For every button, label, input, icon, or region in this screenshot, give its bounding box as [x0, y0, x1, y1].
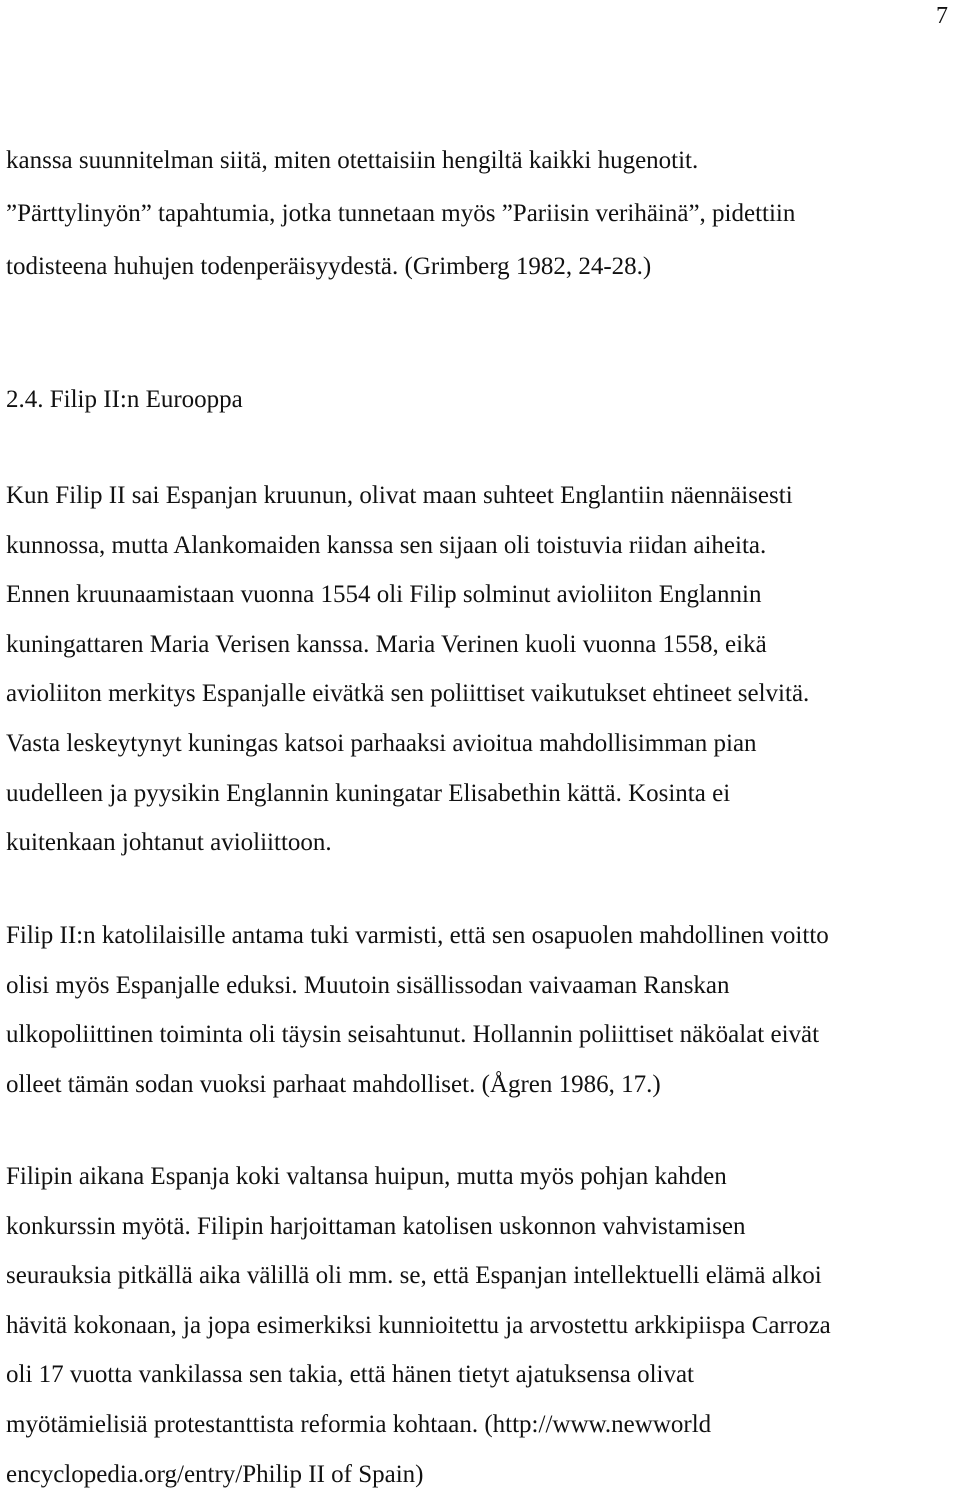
paragraph-line: hävitä kokonaan, ja jopa esimerkiksi kunnioitettu ja arvostettu arkkipiispa Carroza: [6, 1311, 831, 1339]
paragraph-line: kanssa suunnitelman siitä, miten otettaisiin hengiltä kaikki hugenotit.: [6, 147, 699, 174]
paragraph-line: Ennen kruunaamistaan vuonna 1554 oli Filip solminut avioliiton Englannin: [6, 581, 762, 609]
paragraph-line: olleet tämän sodan vuoksi parhaat mahdolliset. (Ågren 1986, 17.): [6, 1070, 661, 1098]
paragraph-line: todisteena huhujen todenperäisyydestä. (Grimberg 1982, 24-28.): [6, 253, 652, 280]
paragraph-line: konkurssin myötä. Filipin harjoittaman katolisen uskonnon vahvistamisen: [6, 1212, 746, 1240]
paragraph-line: kuningattaren Maria Verisen kanssa. Maria Verinen kuoli vuonna 1558, eikä: [6, 630, 767, 658]
paragraph-line: avioliiton merkitys Espanjalle eivätkä sen poliittiset vaikutukset ehtineet selvitä.: [6, 680, 810, 708]
paragraph-line: Vasta leskeytynyt kuningas katsoi parhaaksi avioitua mahdollisimman pian: [6, 729, 757, 757]
paragraph-line: olisi myös Espanjalle eduksi. Muutoin sisällissodan vaivaaman Ranskan: [6, 971, 730, 999]
paragraph-line: uudelleen ja pyysikin Englannin kuningatar Elisabethin kättä. Kosinta ei: [6, 779, 731, 807]
paragraph-line: Filip II:n katolilaisille antama tuki varmisti, että sen osapuolen mahdollinen voitto: [6, 922, 829, 949]
page-number: 7: [936, 3, 948, 29]
paragraph-line: kuitenkaan johtanut avioliittoon.: [6, 829, 332, 857]
paragraph-line: encyclopedia.org/entry/Philip II of Spain): [6, 1460, 424, 1488]
paragraph-line: myötämielisiä protestanttista reformia kohtaan. (http://www.newworld: [6, 1410, 712, 1438]
intro-paragraph: [6, 134, 956, 293]
paragraph-1: [6, 471, 956, 868]
paragraph-line: ulkopoliittinen toiminta oli täysin seisahtunut. Hollannin poliittiset näköalat eivät: [6, 1021, 820, 1049]
paragraph-line: kunnossa, mutta Alankomaiden kanssa sen sijaan oli toistuvia riidan aiheita.: [6, 531, 767, 559]
paragraph-line: seurauksia pitkällä aika välillä oli mm. se, että Espanjan intellektuelli elämä alkoi: [6, 1262, 822, 1290]
section-heading: 2.4. Filip II:n Eurooppa: [6, 386, 243, 413]
paragraph-line: oli 17 vuotta vankilassa sen takia, että hänen tietyt ajatuksensa olivat: [6, 1361, 695, 1389]
paragraph-3: [6, 1152, 956, 1499]
paragraph-line: Kun Filip II sai Espanjan kruunun, olivat maan suhteet Englantiin näennäisesti: [6, 482, 793, 509]
paragraph-2: [6, 911, 956, 1109]
paragraph-line: ”Pärttylinyön” tapahtumia, jotka tunnetaan myös ”Pariisin verihäinä”, pidettiin: [6, 200, 796, 227]
paragraph-line: Filipin aikana Espanja koki valtansa huipun, mutta myös pohjan kahden: [6, 1163, 727, 1190]
